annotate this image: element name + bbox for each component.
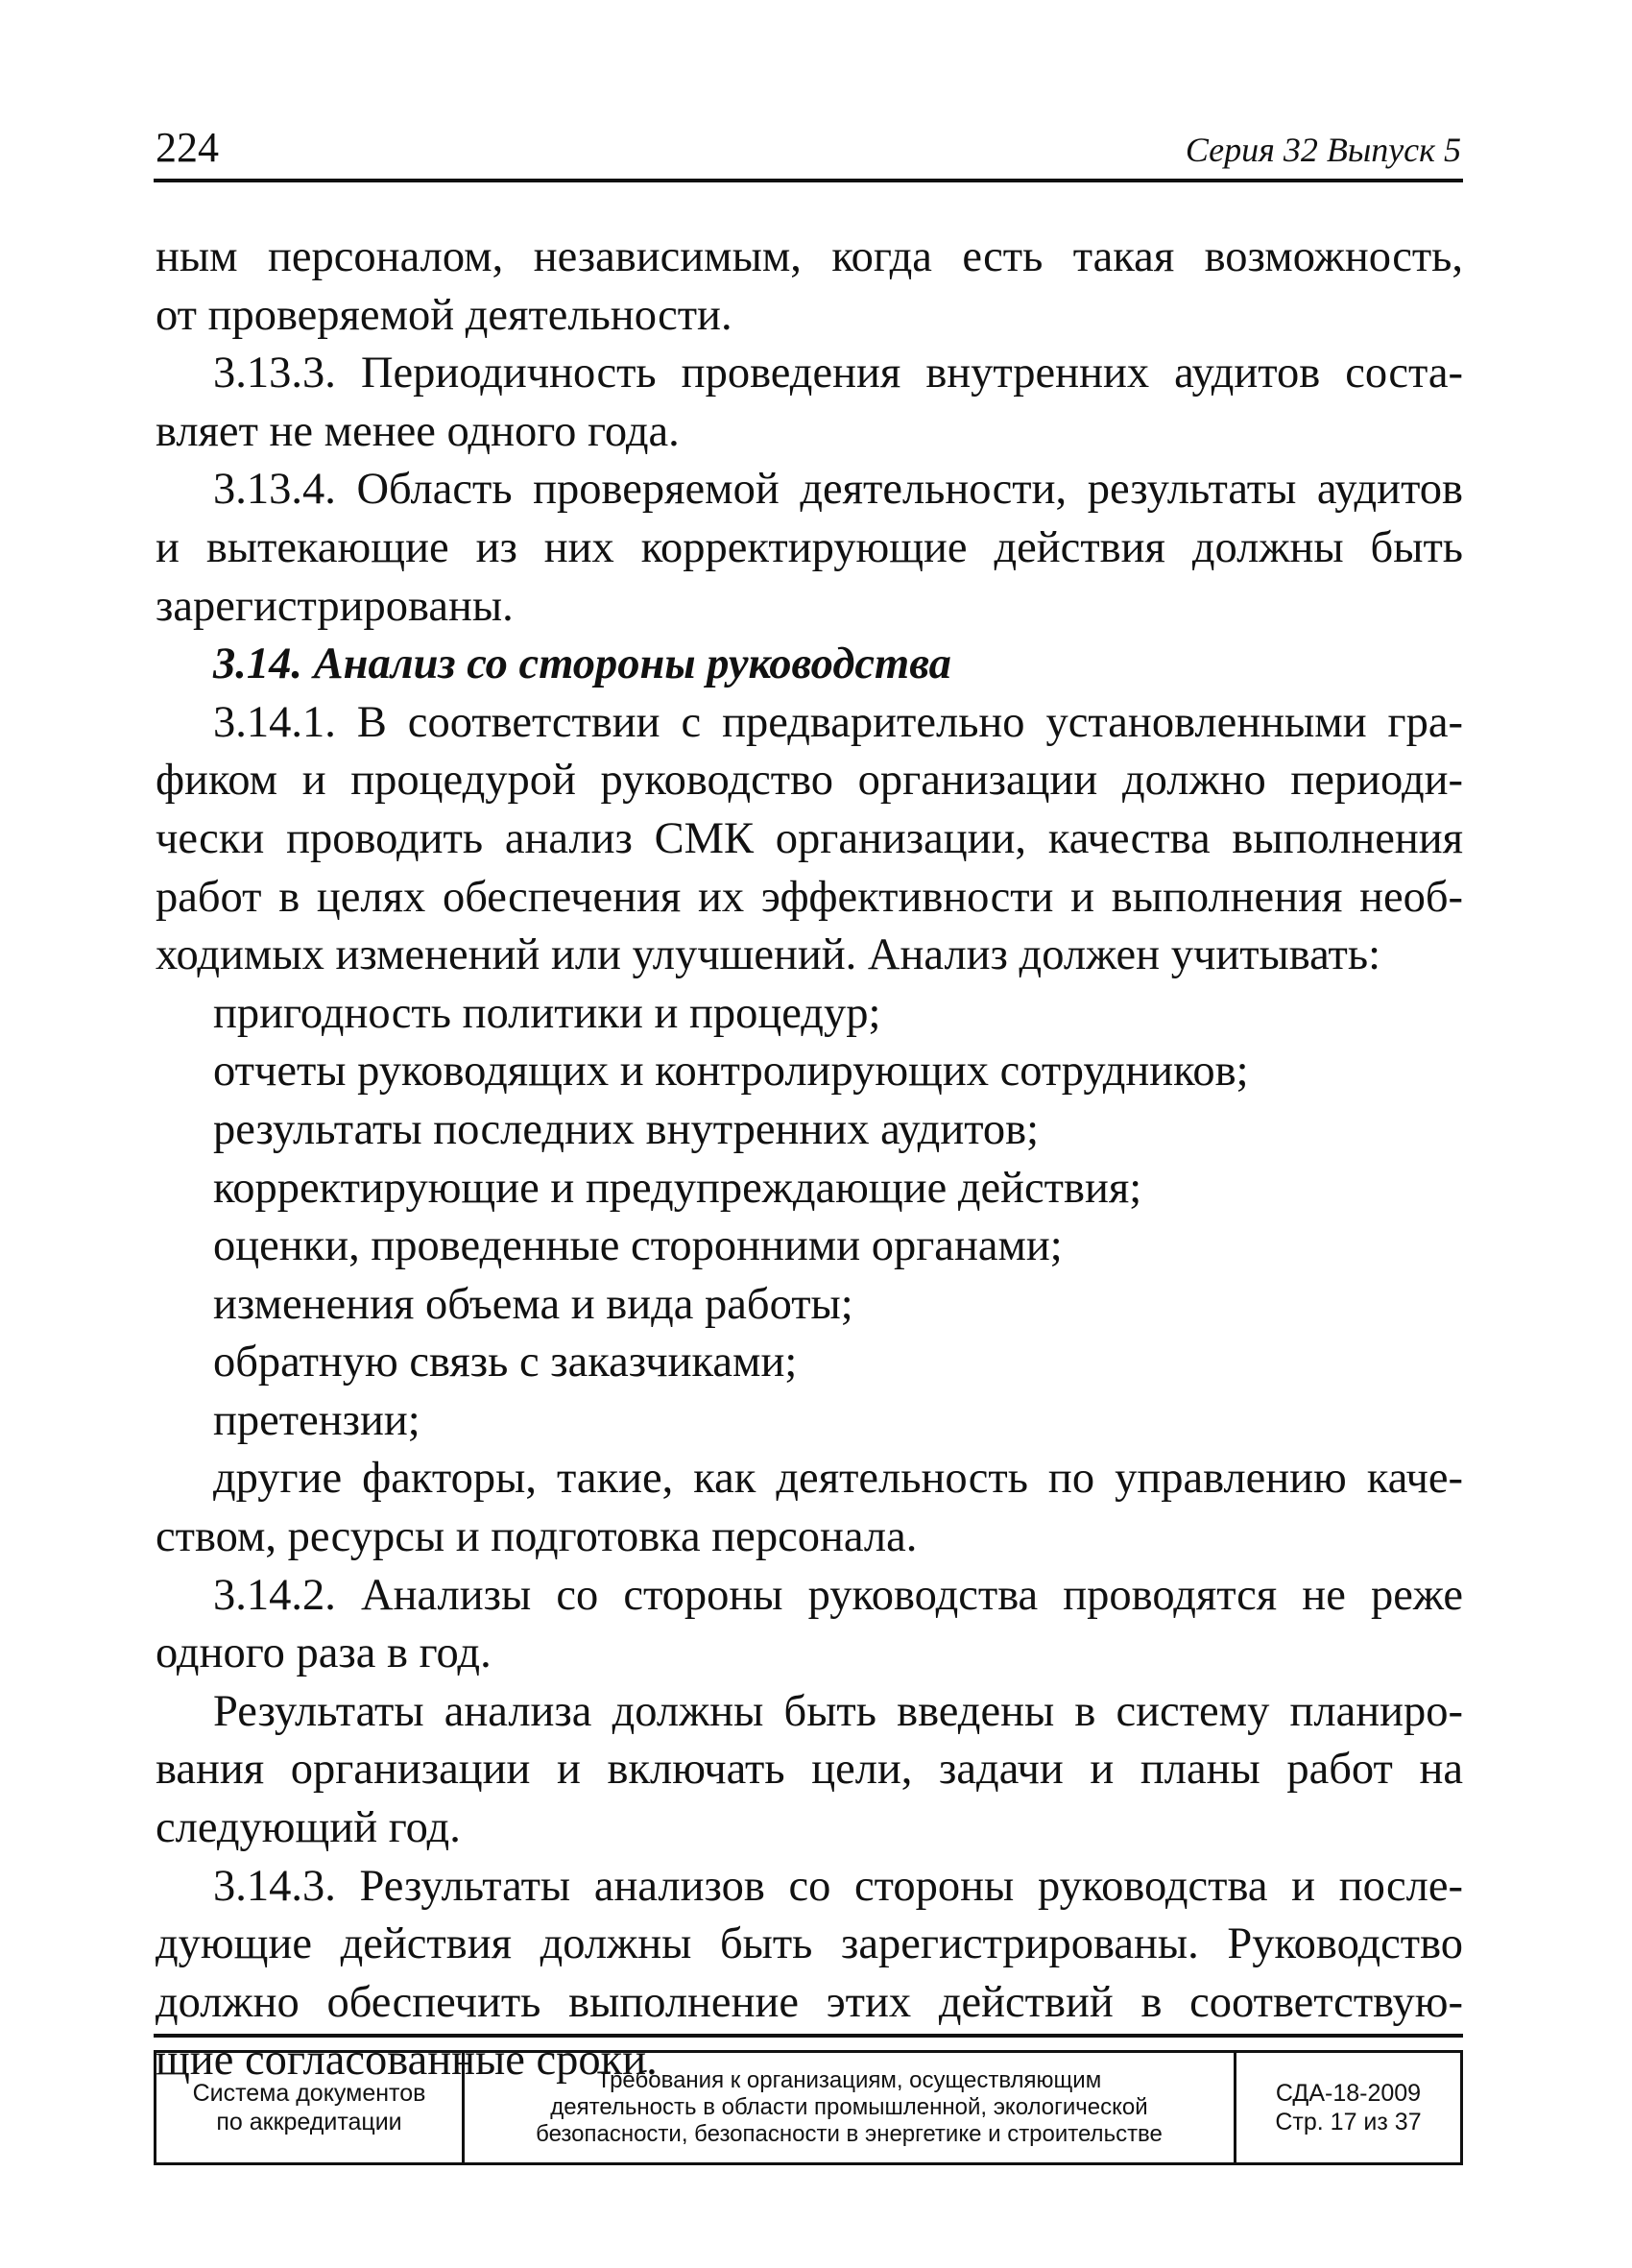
footer-requirements [462,2053,1234,2162]
text-line: ным персоналом, независимым, когда есть такая возможность, [156,232,1463,281]
paragraph-3-14-2 [156,1567,1463,1683]
text-line: фиком и процедурой руководство организации должно периоди- [156,756,1463,806]
paragraph-results [156,1683,1463,1858]
footer-text-line: деятельность в области промышленной, экологической [550,2094,1148,2120]
text-line: щие согласованные сроки. [156,2036,658,2086]
page-number: 224 [156,124,219,171]
text-line: чески проводить анализ СМК организации, качества выполнения [156,813,1463,863]
text-line: 3.14.2. Анализы со стороны руководства проводятся не реже [213,1570,1463,1620]
paragraph-continuation [156,229,1463,345]
text-line: ством, ресурсы и подготовка персонала. [156,1512,918,1562]
footer-text-line: по аккредитации [216,2109,402,2135]
list-item: отчеты руководящих и контролирующих сотрудников; [213,1047,1249,1097]
list-item: изменения объема и вида работы; [213,1279,853,1329]
list-item: пригодность политики и процедур; [213,988,881,1038]
text-line: ходимых изменений или улучшений. Анализ должен учитывать: [156,930,1381,980]
text-line: зарегистрированы. [156,581,514,631]
header-rule [154,179,1463,182]
text-line: Результаты анализа должны быть введены в систему планиро- [213,1686,1463,1736]
paragraph-3-13-3 [156,345,1463,461]
text-line: дующие действия должны быть зарегистрированы. Руководство [156,1919,1463,1969]
text-line: 3.14.1. В соответствии с предварительно установленными гра- [213,697,1463,747]
footer-document-system [156,2053,462,2162]
text-line: другие факторы, такие, как деятельность по управлению каче- [213,1454,1463,1504]
text-line: 3.13.4. Область проверяемой деятельности, результаты аудитов [213,465,1463,515]
footer-table [154,2050,1463,2165]
list-item: корректирующие и предупреждающие действия; [213,1163,1142,1213]
text-line: от проверяемой деятельности. [156,290,732,340]
text-line: и вытекающие из них корректирующие действия должны быть [156,522,1463,572]
list-item: обратную связь с заказчиками; [213,1338,798,1387]
footer-rule [154,2034,1463,2038]
list-item: результаты последних внутренних аудитов; [213,1104,1040,1154]
text-line: 3.14.3. Результаты анализов со стороны руководства и после- [213,1861,1463,1911]
text-line: следующий год. [156,1803,461,1853]
page-of-total: Стр. 17 из 37 [1275,2109,1422,2135]
text-line: вляет не менее одного года. [156,406,680,456]
section-heading: 3.14. Анализ со стороны руководства [213,639,951,689]
paragraph-other-factors [156,1450,1463,1566]
paragraph-3-14-1 [156,694,1463,985]
text-line: вания организации и включать цели, задачи и планы работ на [156,1745,1463,1795]
footer-document-code [1234,2053,1460,2162]
footer-text-line: Требования к организациям, осуществляющим [596,2067,1102,2093]
footer-text-line: безопасности, безопасности в энергетике и строительстве [536,2121,1163,2147]
paragraph-3-13-4 [156,461,1463,636]
series-title: Серия 32 Выпуск 5 [1185,131,1461,169]
text-line: одного раза в год. [156,1629,492,1678]
document-code: СДА-18-2009 [1275,2080,1422,2107]
text-line: 3.13.3. Периодичность проведения внутренних аудитов соста- [213,349,1463,398]
document-body [156,229,1463,2090]
list-item: оценки, проведенные сторонними органами; [213,1221,1063,1271]
list-item: претензии; [213,1395,420,1445]
footer-text-line: Система документов [192,2080,426,2107]
text-line: работ в целях обеспечения их эффективности и выполнения необ- [156,872,1463,922]
text-line: должно обеспечить выполнение этих действий в соответствую- [156,1977,1463,2027]
